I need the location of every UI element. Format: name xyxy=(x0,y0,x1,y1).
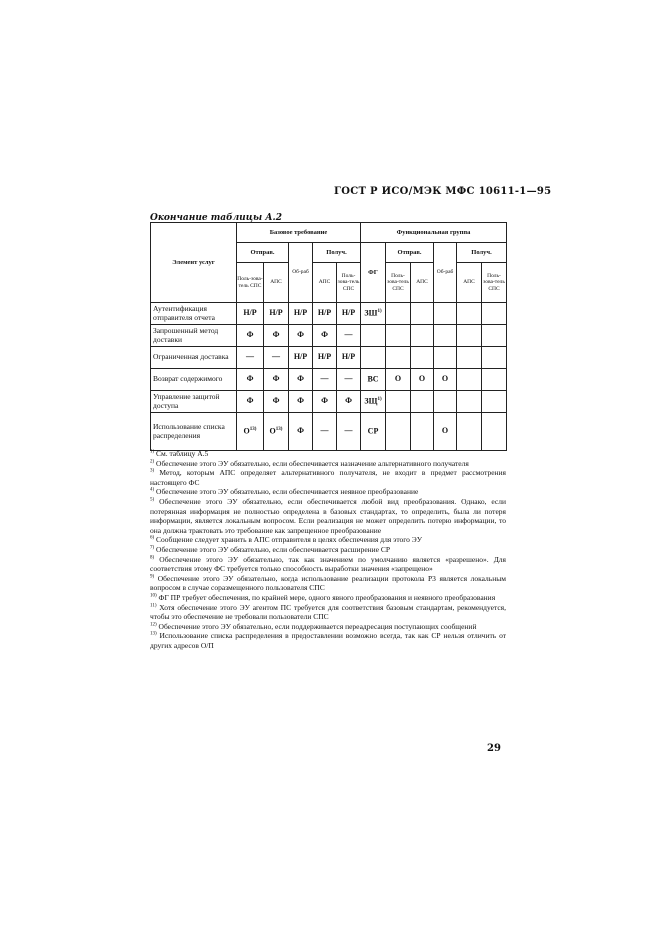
row-element-name: Возврат содержимого xyxy=(151,369,237,391)
cell xyxy=(411,347,434,369)
fg-cell xyxy=(361,325,386,347)
footnote: $^{8)}$ Обеспечение этого ЭУ обязательно, так как значением по умолчанию является «разрешено». Для соответствия этому ФС требуется только способность выработки значения «запрещено» xyxy=(150,554,507,574)
cell: Ф xyxy=(264,369,289,391)
cell xyxy=(457,391,482,413)
fg-cell: ЗЩ$^{1)}$ xyxy=(361,391,386,413)
cell xyxy=(411,413,434,451)
footnote: $^{7)}$ Обеспечение этого ЭУ обязательно, если обеспечивается расширение СР xyxy=(150,544,391,554)
cell: — xyxy=(313,369,337,391)
func-recv-aps-header: АПС xyxy=(457,263,482,303)
cell: Ф xyxy=(289,413,313,451)
table-row xyxy=(151,391,507,413)
cell: $О^{13)}$ xyxy=(264,413,289,451)
func-obrab-header: Об-раб xyxy=(434,243,457,303)
func-recv-user-header: Поль-зова-тель СПС xyxy=(482,263,507,303)
footnotes xyxy=(150,449,506,650)
footnote: $^{1)}$ См. таблицу А.5 xyxy=(150,449,209,458)
cell xyxy=(434,347,457,369)
footnote: $^{4)}$ Обеспечение этого ЭУ обязательно, если обеспечивается неявное преобразование xyxy=(150,487,419,497)
footnote: $^{2)}$ Обеспечение этого ЭУ обязательно, если обеспечивается назначение альтернативного получателя xyxy=(150,458,469,468)
cell xyxy=(482,391,507,413)
func-otprav-header: Отправ. xyxy=(386,243,434,263)
base-send-user-header: Поль-зова-тель СПС xyxy=(237,263,264,303)
cell: О xyxy=(411,369,434,391)
cell: — xyxy=(264,347,289,369)
cell: О xyxy=(386,369,411,391)
cell xyxy=(386,303,411,325)
element-column-header: Элемент услуг xyxy=(151,223,237,303)
fg-cell: СР xyxy=(361,413,386,451)
cell xyxy=(411,391,434,413)
cell: О xyxy=(434,413,457,451)
cell: Ф xyxy=(313,391,337,413)
cell xyxy=(482,325,507,347)
cell xyxy=(457,325,482,347)
cell xyxy=(434,303,457,325)
cell: $О^{13)}$ xyxy=(237,413,264,451)
functional-group-header: Функциональная группа xyxy=(361,223,507,243)
cell: Н/Р xyxy=(337,347,361,369)
table-row xyxy=(151,369,507,391)
cell xyxy=(457,347,482,369)
cell xyxy=(386,391,411,413)
row-element-name: Управление защитой доступа xyxy=(151,391,237,413)
cell xyxy=(386,325,411,347)
table-row xyxy=(151,413,507,451)
page-number: 29 xyxy=(487,743,501,754)
cell xyxy=(386,413,411,451)
table-row xyxy=(151,325,507,347)
cell: Ф xyxy=(264,391,289,413)
table-caption: Окончание таблицы А.2 xyxy=(150,213,282,223)
func-send-aps-header: АПС xyxy=(411,263,434,303)
table-row xyxy=(151,347,507,369)
cell: Ф xyxy=(237,391,264,413)
base-recv-user-header: Поль-зова-тель СПС xyxy=(337,263,361,303)
requirements-table xyxy=(150,222,507,451)
cell: Ф xyxy=(264,325,289,347)
cell: — xyxy=(337,325,361,347)
row-element-name: Аутентификация отправителя отчета xyxy=(151,303,237,325)
footnote: $^{9)}$ Обеспечение этого ЭУ обязательно, когда использование реализации протокола Р3 является локальным вопросом в случае соразмещенного пользователя СПС xyxy=(150,573,506,593)
cell: Ф xyxy=(313,325,337,347)
cell: Н/Р xyxy=(313,303,337,325)
base-obrab-header: Об-раб xyxy=(289,243,313,303)
cell xyxy=(457,413,482,451)
base-requirement-header: Базовое требование xyxy=(237,223,361,243)
cell: Ф xyxy=(289,391,313,413)
document-header: ГОСТ Р ИСО/МЭК МФС 10611-1—95 xyxy=(334,186,552,197)
cell xyxy=(457,369,482,391)
cell: Ф xyxy=(237,369,264,391)
cell xyxy=(482,303,507,325)
fg-cell: ВС xyxy=(361,369,386,391)
cell xyxy=(411,303,434,325)
cell: Н/Р xyxy=(237,303,264,325)
cell: Н/Р xyxy=(264,303,289,325)
footnote: $^{10)}$ ФГ ПР требует обеспечения, по крайней мере, одного явного преобразования и неявного преобразования xyxy=(150,592,496,602)
base-send-aps-header: АПС xyxy=(264,263,289,303)
cell: Н/Р xyxy=(289,303,313,325)
cell: — xyxy=(313,413,337,451)
cell xyxy=(482,347,507,369)
table-row xyxy=(151,303,507,325)
cell xyxy=(386,347,411,369)
row-element-name: Запрошенный метод доставки xyxy=(151,325,237,347)
fg-cell: ЗШ$^{1)}$ xyxy=(361,303,386,325)
base-recv-aps-header: АПС xyxy=(313,263,337,303)
cell xyxy=(482,413,507,451)
footnote: $^{12)}$ Обеспечение этого ЭУ обязательно, если поддерживается переадресация поступающих сообщений xyxy=(150,621,477,631)
cell: Н/Р xyxy=(289,347,313,369)
base-otprav-header: Отправ. xyxy=(237,243,289,263)
cell xyxy=(457,303,482,325)
cell: Н/Р xyxy=(313,347,337,369)
cell: — xyxy=(337,413,361,451)
fg-cell xyxy=(361,347,386,369)
func-send-user-header: Поль-зова-тель СПС xyxy=(386,263,411,303)
footnote: $^{11)}$ Хотя обеспечение этого ЭУ агентом ПС требуется для соответствия базовым стандартам, рекомендуется, чтобы это обеспечение не требовали пользователи СПС xyxy=(150,602,506,622)
row-element-name: Ограниченная доставка xyxy=(151,347,237,369)
cell xyxy=(434,325,457,347)
cell: Н/Р xyxy=(337,303,361,325)
fg-header: ФГ xyxy=(361,243,386,303)
base-poluch-header: Получ. xyxy=(313,243,361,263)
footnote: $^{5)}$ Обеспечение этого ЭУ обязательно, если обеспечивается любой вид преобразования. Однако, если потерянная информация не полностью определена в базовых стандартах, то определить, была ли потеря информации, является локальным вопросом. Если реализация не может определить потерю информации, то она должна трактовать это требование как запрещенное преобразование xyxy=(150,496,506,535)
cell: О xyxy=(434,369,457,391)
cell: — xyxy=(237,347,264,369)
cell: — xyxy=(337,369,361,391)
cell xyxy=(482,369,507,391)
cell: Ф xyxy=(289,325,313,347)
cell xyxy=(411,325,434,347)
row-element-name: Использование списка распределения xyxy=(151,413,237,451)
cell xyxy=(434,391,457,413)
footnote: $^{13)}$ Использование списка распределения в предоставлении возможно всегда, так как СР нельзя отличить от других адресов О/П xyxy=(150,631,507,650)
func-poluch-header: Получ. xyxy=(457,243,507,263)
footnote: $^{6)}$ Сообщение следует хранить в АПС отправителя в целях обеспечения для этого ЭУ xyxy=(150,535,423,545)
cell: Ф xyxy=(289,369,313,391)
footnote: $^{3)}$ Метод, которым АПС определяет альтернативного получателя, не входит в предмет рассмотрения настоящего ФС xyxy=(150,468,506,487)
cell: Ф xyxy=(337,391,361,413)
cell: Ф xyxy=(237,325,264,347)
